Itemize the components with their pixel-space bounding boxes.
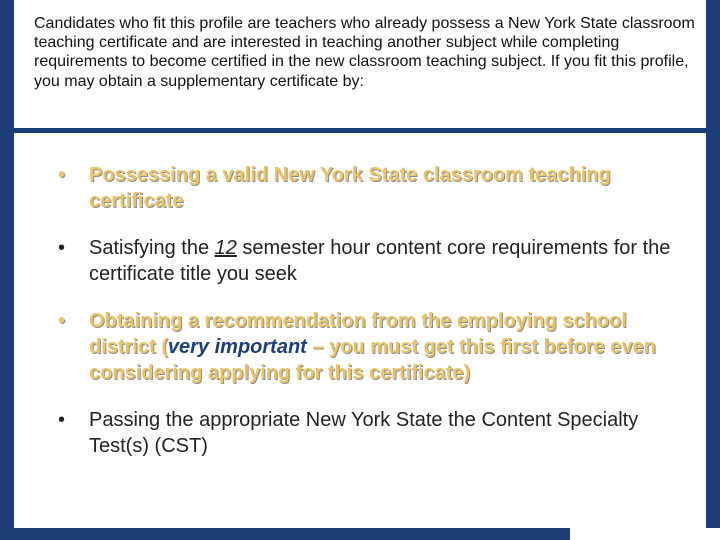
bullet-text-before: Obtaining a recommendation from the employing school district ( bbox=[89, 310, 627, 358]
bullet-icon: • bbox=[58, 310, 66, 332]
slide bbox=[14, 0, 706, 540]
requirements-list bbox=[56, 162, 686, 480]
intro-divider bbox=[14, 128, 706, 133]
very-important-emphasis: very important bbox=[167, 336, 307, 358]
bullet-item-valid-certificate bbox=[56, 162, 686, 214]
bullet-text: Passing the appropriate New York State the Content Specialty Test(s) (CST) bbox=[89, 409, 639, 457]
bullet-text-after: semester hour content core requirements for the certificate title you seek bbox=[89, 237, 671, 285]
bullet-item-semester-hours bbox=[56, 235, 686, 287]
semester-hours-number: 12 bbox=[214, 237, 237, 259]
bullet-text-after: – you must get this first before even considering applying for this certificate) bbox=[89, 336, 656, 384]
bullet-item-cst bbox=[56, 407, 686, 459]
bullet-icon: • bbox=[58, 164, 66, 186]
intro-paragraph: Candidates who fit this profile are teachers who already possess a New York State classroom teaching certificate and are interested in teaching another subject while completing requirements to become certified in the new classroom teaching subject. If you fit this profile, you may obtain a supplementary certificate by: bbox=[34, 15, 695, 90]
bullet-icon: • bbox=[58, 237, 66, 259]
bullet-text: Possessing a valid New York State classroom teaching certificate bbox=[89, 164, 611, 212]
bullet-item-recommendation bbox=[56, 308, 686, 386]
footer-white-block bbox=[570, 528, 720, 540]
bullet-icon: • bbox=[58, 409, 66, 431]
bullet-text-before: Satisfying the bbox=[89, 237, 215, 259]
